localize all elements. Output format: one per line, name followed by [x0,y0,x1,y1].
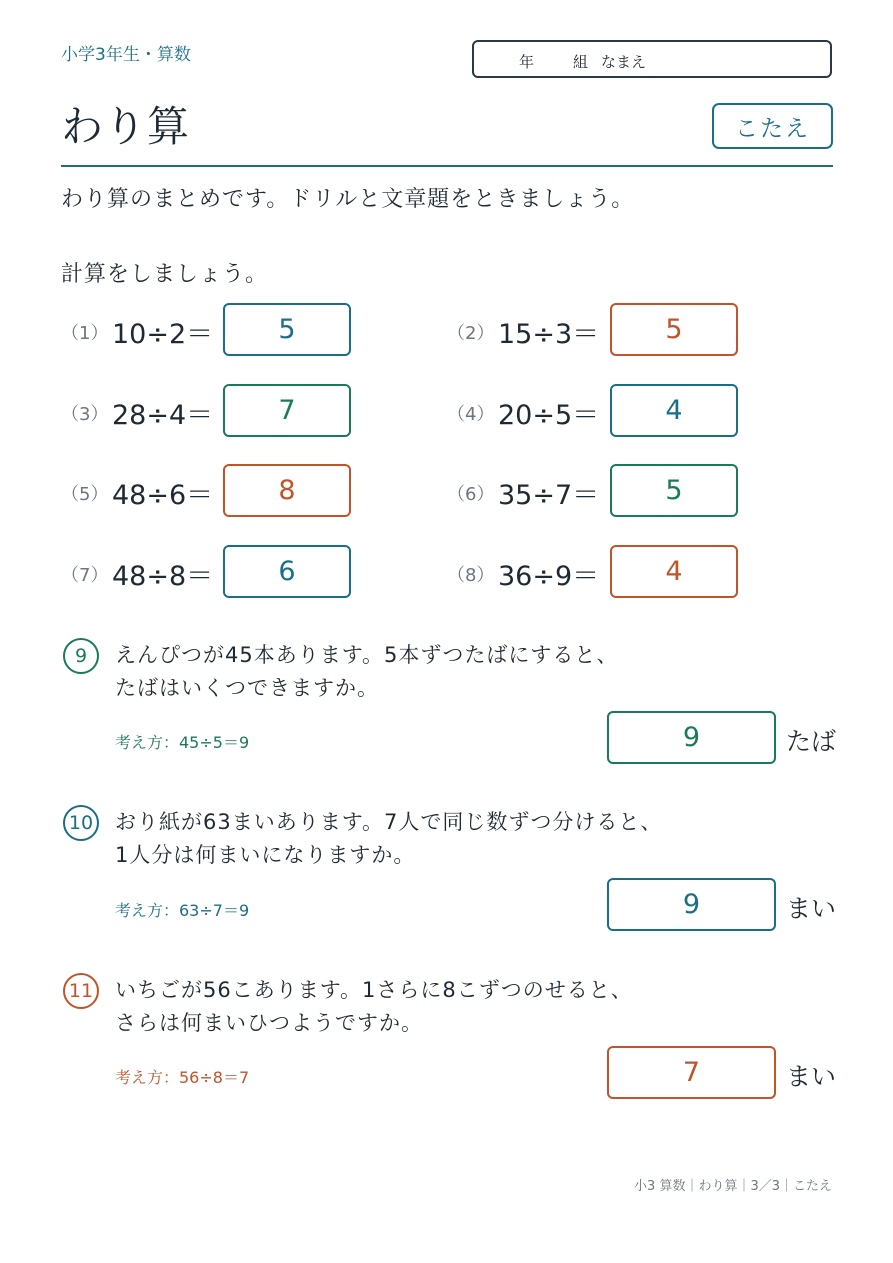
drill-item-expression: 15÷3＝ [498,319,600,350]
name-box-year: 年 [519,53,535,71]
problem-answer-box[interactable]: 9 [607,711,776,764]
drill-item-number: （3） [61,404,109,425]
problem-text-line: たばはいくつできますか。 [115,676,379,700]
drill-item-expression: 48÷6＝ [112,480,214,511]
name-box[interactable] [472,40,832,78]
drill-answer-box[interactable]: 5 [610,464,738,517]
drill-item-number: （2） [447,323,495,344]
name-box-name: なまえ [601,53,647,71]
drill-answer-box[interactable]: 7 [223,384,351,437]
problem-text-line: いちごが56こあります。1さらに8こずつのせると、 [115,978,633,1002]
answer-badge: こたえ [712,103,833,149]
drill-item-expression: 48÷8＝ [112,561,214,592]
name-box-class: 組 [573,53,589,71]
drill-answer-box[interactable]: 4 [610,384,738,437]
drill-answer-box[interactable]: 5 [223,303,351,356]
problem-text-line: おり紙が63まいあります。7人で同じ数ずつ分けると、 [115,810,663,834]
drill-item-expression: 20÷5＝ [498,400,600,431]
title-divider [61,165,833,167]
drill-item-number: （1） [61,323,109,344]
problem-hint: 考え方：56÷8＝7 [115,1068,250,1087]
problem-text-line: 1人分は何まいになりますか。 [115,843,416,867]
problem-number-badge: 9 [63,638,99,674]
drill-item-number: （5） [61,484,109,505]
problem-text-line: さらは何まいひつようですか。 [115,1011,423,1035]
problem-hint: 考え方：63÷7＝9 [115,901,250,920]
problem-number-badge: 11 [63,973,99,1009]
problem-answer-box[interactable]: 7 [607,1046,776,1099]
page-footer: 小3 算数｜わり算｜3／3｜こたえ [634,1179,832,1194]
drill-answer-box[interactable]: 6 [223,545,351,598]
drill-answer-box[interactable]: 4 [610,545,738,598]
drill-item-expression: 36÷9＝ [498,561,600,592]
problem-answer-box[interactable]: 9 [607,878,776,931]
problem-text-line: えんぴつが45本あります。5本ずつたばにすると、 [115,643,619,667]
intro-text: わり算のまとめです。ドリルと文章題をときましょう。 [61,187,635,212]
problem-unit: まい [786,1062,837,1091]
problem-hint: 考え方：45÷5＝9 [115,733,250,752]
problem-number-badge: 10 [63,805,99,841]
drill-item-expression: 28÷4＝ [112,400,214,431]
drill-item-number: （8） [447,565,495,586]
drill-answer-box[interactable]: 5 [610,303,738,356]
drill-item-expression: 35÷7＝ [498,480,600,511]
problem-unit: たば [786,727,837,756]
page-title: わり算 [61,102,191,151]
drill-instruction: 計算をしましょう。 [61,262,269,287]
drill-item-expression: 10÷2＝ [112,319,214,350]
drill-item-number: （6） [447,484,495,505]
grade-label: 小学3年生・算数 [61,45,191,65]
drill-answer-box[interactable]: 8 [223,464,351,517]
drill-item-number: （7） [61,565,109,586]
drill-item-number: （4） [447,404,495,425]
problem-unit: まい [786,894,837,923]
